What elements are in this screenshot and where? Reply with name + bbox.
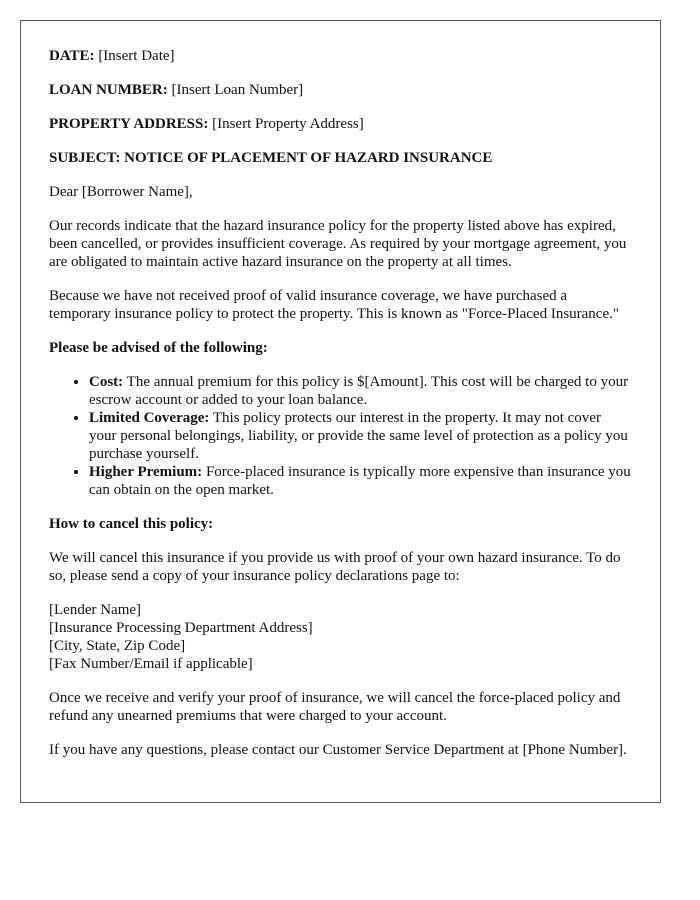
- advisory-list: [49, 373, 632, 499]
- subject-line: SUBJECT: NOTICE OF PLACEMENT OF HAZARD INSURANCE: [49, 150, 493, 166]
- loan-number-label: LOAN NUMBER:: [49, 82, 168, 98]
- loan-number-field: [49, 81, 632, 99]
- paragraph-cancel-instructions: We will cancel this insurance if you provide us with proof of your own hazard insurance. To do so, please send a copy of your insurance policy declarations page to:: [49, 550, 621, 584]
- property-address-field: [49, 115, 632, 133]
- higher-premium-label: Higher Premium:: [89, 464, 203, 480]
- date-value: [Insert Date]: [98, 48, 175, 64]
- paragraph-expired-policy: Our records indicate that the hazard insurance policy for the property listed above has expired, been cancelled, or provides insufficient coverage. As required by your mortgage agreement, you are obligated to maintain active hazard insurance on the property at all times.: [49, 218, 627, 270]
- limited-coverage-label: Limited Coverage:: [89, 410, 210, 426]
- date-label: DATE:: [49, 48, 95, 64]
- property-address-label: PROPERTY ADDRESS:: [49, 116, 209, 132]
- salutation: Dear [Borrower Name],: [49, 184, 193, 200]
- cancel-heading: How to cancel this policy:: [49, 516, 214, 532]
- list-item-limited-coverage: [89, 409, 632, 463]
- loan-number-value: [Insert Loan Number]: [171, 82, 304, 98]
- date-field: [49, 47, 632, 65]
- cost-text: The annual premium for this policy is $[Amount]. This cost will be charged to your escrow account or added to your loan balance.: [89, 374, 629, 408]
- higher-premium-text: Force-placed insurance is typically more expensive than insurance you can obtain on the open market.: [89, 464, 631, 498]
- cost-label: Cost:: [89, 374, 124, 390]
- address-line-department: [Insurance Processing Department Address]: [49, 620, 313, 636]
- list-item-higher-premium: [89, 463, 632, 499]
- paragraph-force-placed: Because we have not received proof of valid insurance coverage, we have purchased a temporary insurance policy to protect the property. This is known as "Force-Placed Insurance.": [49, 288, 619, 322]
- limited-coverage-text: This policy protects our interest in the property. It may not cover your personal belongings, liability, or provide the same level of protection as a policy you purchase yourself.: [89, 410, 628, 462]
- list-item-cost: [89, 373, 632, 409]
- paragraph-contact: If you have any questions, please contact our Customer Service Department at [Phone Number].: [49, 742, 627, 758]
- advised-heading: Please be advised of the following:: [49, 340, 268, 356]
- property-address-value: [Insert Property Address]: [212, 116, 364, 132]
- paragraph-refund: Once we receive and verify your proof of insurance, we will cancel the force-placed policy and refund any unearned premiums that were charged to your account.: [49, 690, 621, 724]
- lender-address-block: [49, 601, 632, 673]
- address-line-lender: [Lender Name]: [49, 602, 142, 618]
- letter-content: [21, 21, 660, 759]
- address-line-city: [City, State, Zip Code]: [49, 638, 186, 654]
- letter-page: [20, 20, 661, 803]
- address-line-fax-email: [Fax Number/Email if applicable]: [49, 656, 253, 672]
